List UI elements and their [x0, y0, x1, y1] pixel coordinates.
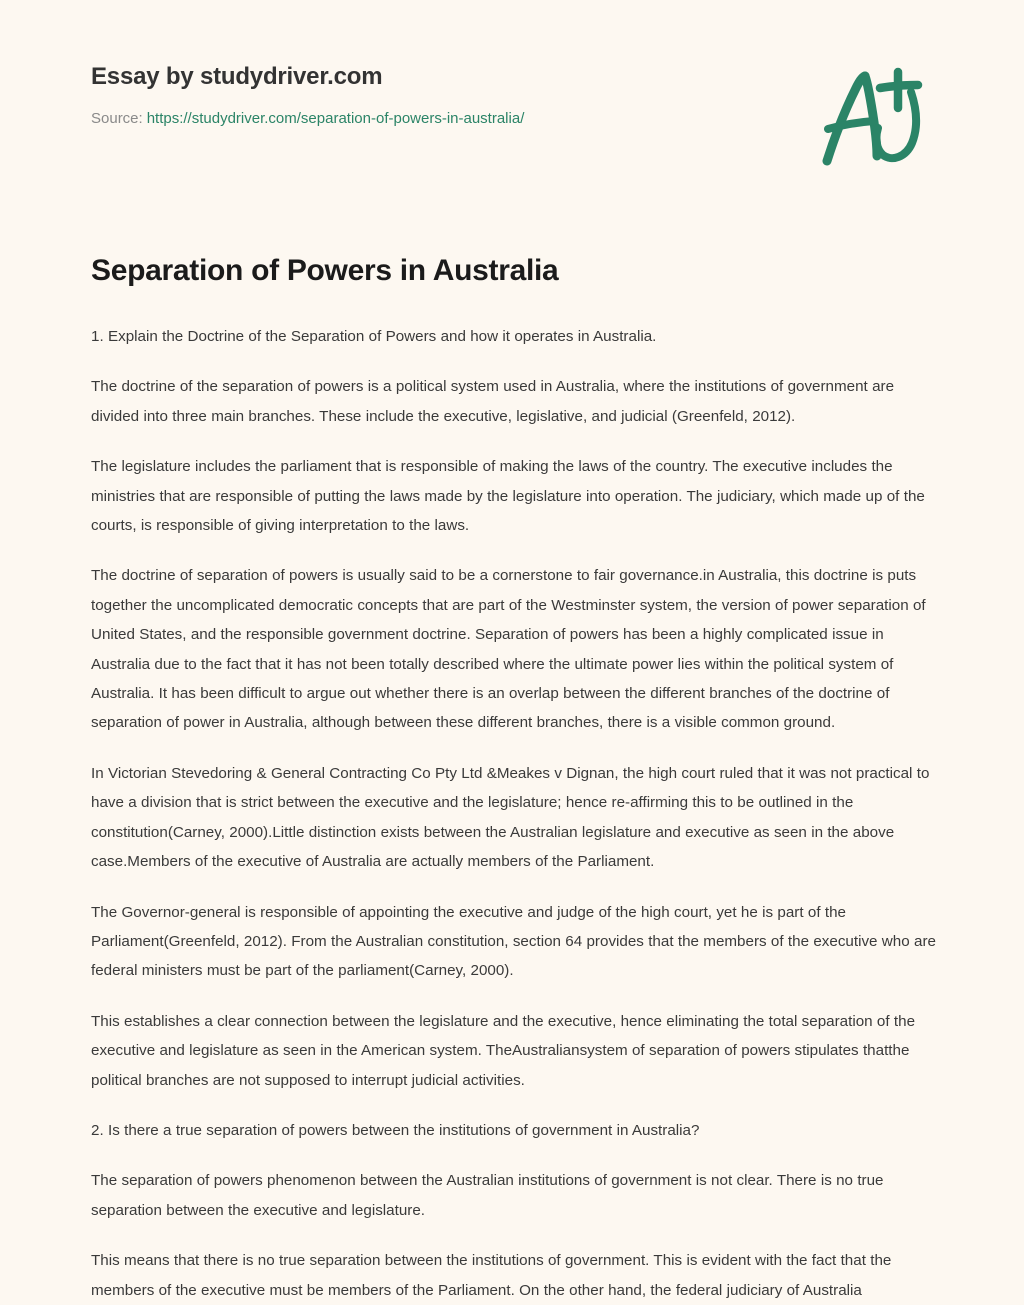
studydriver-a-plus-logo-icon — [812, 66, 932, 170]
paragraph: The doctrine of the separation of powers is a political system used in Australia, where the institutions of government are divided into three main branches. These include the executive, legislative, and judicial (Greenfeld, 2012). — [91, 378, 895, 425]
article-title: Separation of Powers in Australia — [91, 254, 559, 287]
paragraph: This means that there is no true separation between the institutions of government. This is evident with the fact that the members of the executive must be members of the Parliament. On the other hand, the federal judiciary of Australia — [91, 1252, 892, 1299]
header-text-block — [91, 62, 791, 130]
page-header — [0, 0, 1024, 200]
source-line — [91, 108, 791, 130]
site-heading: Essay by studydriver.com — [91, 63, 383, 90]
paragraph: The separation of powers phenomenon between the Australian institutions of government is not clear. There is no true separation between the executive and legislature. — [91, 1172, 884, 1219]
source-label: Source: — [91, 110, 143, 127]
paragraph: In Victorian Stevedoring & General Contracting Co Pty Ltd &Meakes v Dignan, the high court ruled that it was not practical to have a division that is strict between the executive and the legislature; hence re-affirming this to be outlined in the constitution(Carney, 2000).Little distinction exists between the Australian legislature and executive as seen in the above case.Members of the executive of Australia are actually members of the Parliament. — [91, 764, 930, 871]
paragraph: The doctrine of separation of powers is usually said to be a cornerstone to fair governance.in Australia, this doctrine is puts together the uncomplicated democratic concepts that are part of the Westminster system, the version of power separation of United States, and the responsible government doctrine. Separation of powers has been a highly complicated issue in Australia due to the fact that it has not been totally described where the ultimate power lies within the political system of Australia. It has been difficult to argue out whether there is an overlap between the different branches of the doctrine of separation of power in Australia, although between these different branches, there is a visible common ground. — [91, 567, 926, 732]
a-plus-logo-glyph — [812, 66, 932, 170]
paragraph: 2. Is there a true separation of powers between the institutions of government in Australia? — [91, 1121, 700, 1139]
article-body — [91, 252, 936, 1305]
source-url-link[interactable]: https://studydriver.com/separation-of-powers-in-australia/ — [146, 110, 525, 127]
paragraph: 1. Explain the Doctrine of the Separation of Powers and how it operates in Australia. — [91, 328, 657, 345]
paragraph: The legislature includes the parliament that is responsible of making the laws of the country. The executive includes the ministries that are responsible of putting the laws made by the legislature into operation. The judiciary, which made up of the courts, is responsible of giving interpretation to the laws. — [91, 458, 925, 535]
paragraph: This establishes a clear connection between the legislature and the executive, hence eliminating the total separation of the executive and legislature as seen in the American system. TheAustraliansystem of separation of powers stipulates thatthe political branches are not supposed to interrupt judicial activities. — [91, 1012, 916, 1089]
paragraph: The Governor-general is responsible of appointing the executive and judge of the high court, yet he is part of the Parliament(Greenfeld, 2012). From the Australian constitution, section 64 provides that the members of the executive who are federal ministers must be part of the parliament(Carney, 2000). — [91, 903, 936, 980]
